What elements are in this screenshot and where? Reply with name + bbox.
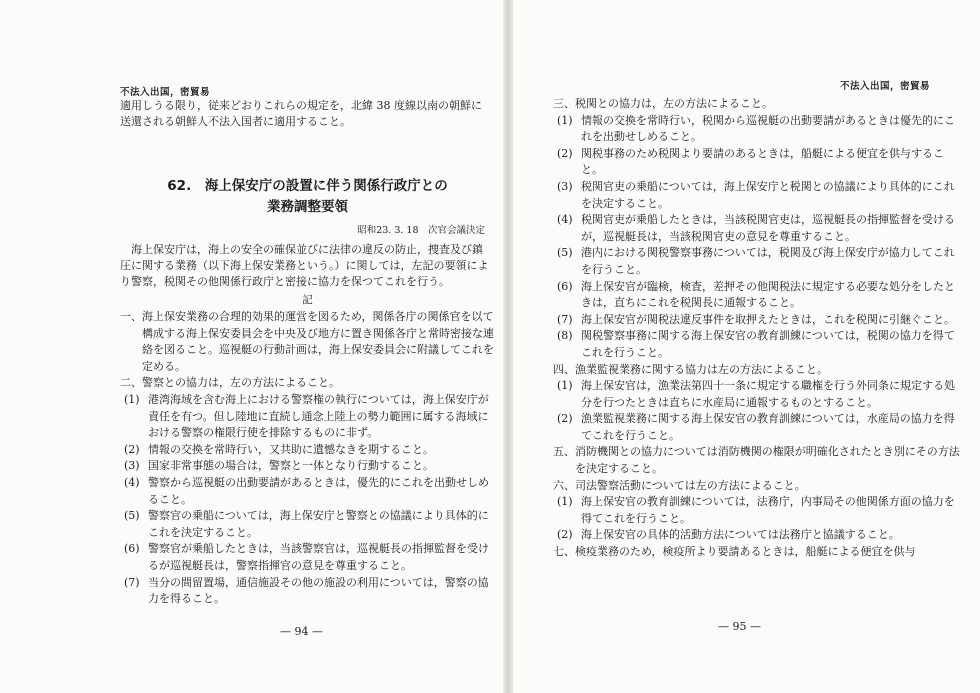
item-marker: (4) xyxy=(124,475,140,489)
item-marker: (7) xyxy=(124,575,140,589)
list-item xyxy=(553,179,963,212)
item-marker: 四、 xyxy=(553,362,575,376)
intro-line-1: 海上保安庁は，海上の安全の確保並びに法律の違反の防止，捜査及び鎮 xyxy=(131,243,483,256)
item-marker: 三、 xyxy=(553,97,575,110)
left-items xyxy=(120,309,495,608)
intro-line-3: り警察，税関その他関係行政庁と密接に協力を保つてこれを行う。 xyxy=(120,275,450,288)
item-marker: (4) xyxy=(557,213,573,227)
list-item xyxy=(553,544,963,561)
list-item xyxy=(553,279,963,312)
item-text: 港内における関税警察事務については，税関及び海上保安庁が協力してこれを行うこと。 xyxy=(581,246,955,276)
list-item xyxy=(553,494,963,527)
item-text: 国家非常事態の場合は，警察と一体となり行動すること。 xyxy=(148,459,434,473)
item-marker: (3) xyxy=(557,179,573,193)
item-marker: 七、 xyxy=(553,545,575,559)
list-item xyxy=(553,478,963,495)
item-text: 検疫業務のため，検疫所より要請あるときは，船艇による便宜を供与 xyxy=(575,545,916,559)
item-marker: (2) xyxy=(124,442,140,456)
item-marker: (6) xyxy=(557,279,573,293)
list-item xyxy=(120,458,495,475)
item-marker: (2) xyxy=(557,412,573,426)
right-items xyxy=(553,96,963,561)
left-page-content xyxy=(120,98,495,608)
item-marker: (5) xyxy=(557,246,573,260)
item-text: 関税警察事務に関する海上保安官の教育訓練については，税関の協力を得てこれを行うこと。 xyxy=(581,329,955,359)
list-item xyxy=(120,508,495,541)
item-marker: (2) xyxy=(557,528,573,542)
section-title: 62. 海上保安庁の設置に伴う関係行政庁との xyxy=(167,178,448,194)
list-item xyxy=(553,113,963,146)
item-text: 情報の交換を常時行い，又共助に遺憾なきを期すること。 xyxy=(148,442,434,456)
item-text: 海上保安官の教育訓練については，法務庁，内事局その他関係方面の協力を得てこれを行うこと。 xyxy=(581,495,955,525)
item-text: 司法警察活動については左の方法によること。 xyxy=(575,478,806,492)
item-text: 情報の交換を常時行い，税関から巡視艇の出動要請があるときは優先的にこれを出動せしめること。 xyxy=(581,113,955,144)
item-marker: (1) xyxy=(557,113,573,127)
item-text: 警察から巡視艇の出動要請があるときは，優先的にこれを出動せしめること。 xyxy=(148,475,489,506)
item-text: 海上保安官が臨検，検査，差押その他関税法に規定する必要な処分をしたときは，直ちにこれを税関長に通報すること。 xyxy=(581,279,955,310)
item-marker: (5) xyxy=(124,509,140,523)
continuation-line-1: 適用しうる限り，従来どおりこれらの規定を，北緯 38 度線以南の朝鮮に xyxy=(120,99,482,112)
item-text: 警察官が乗船したときは，当該警察官は，巡視艇長の指揮監督を受けるが巡視艇長は，警察指揮官の意見を尊重すること。 xyxy=(148,542,489,572)
item-marker: 六、 xyxy=(553,478,575,492)
item-text: 税関官吏の乗船については，海上保安庁と税関との協議により具体的にこれを決定すること。 xyxy=(581,179,955,210)
item-text: 海上保安官は，漁業法第四十一条に規定する職権を行う外同条に規定する処分を行つたときは直ちに水産局に通報するものとすること。 xyxy=(581,379,955,409)
list-item xyxy=(553,245,963,278)
item-marker: (1) xyxy=(557,379,573,393)
list-item xyxy=(120,541,495,574)
list-item xyxy=(553,527,963,544)
list-item xyxy=(120,309,495,375)
section-title-line2: 業務調整要領 xyxy=(267,199,348,215)
item-marker: 二、 xyxy=(120,376,142,390)
list-item xyxy=(553,378,963,411)
running-header-right: 不法入出国，密貿易 xyxy=(839,81,930,92)
book-gutter xyxy=(503,0,513,693)
item-marker: (8) xyxy=(557,329,573,343)
list-item xyxy=(553,212,963,245)
list-item xyxy=(553,146,963,179)
item-marker: (1) xyxy=(124,392,140,406)
item-text: 海上保安官が関税法違反事件を取押えたときは，これを税関に引継ぐこと。 xyxy=(581,312,955,326)
item-marker: 一、 xyxy=(120,310,142,323)
item-text: 漁業監視業務に関する海上保安官の教育訓練については，水産局の協力を得てこれを行うこと。 xyxy=(581,412,955,442)
decision-date: 昭和23. 3. 18 次官会議決定 xyxy=(357,225,485,236)
intro-line-2: 圧に関する業務（以下海上保安業務という。）に関しては，左記の要領によ xyxy=(120,259,489,272)
item-text: 当分の間留置場，通信施設その他の施設の利用については，警察の協力を得ること。 xyxy=(148,575,489,606)
list-item xyxy=(553,328,963,361)
item-marker: (6) xyxy=(124,542,140,556)
item-text: 消防機関との協力については消防機関の権限が明確化されたとき別にその方法を決定すること。 xyxy=(575,445,960,476)
list-item xyxy=(553,444,963,477)
running-header-left: 不法入出国，密貿易 xyxy=(120,87,211,98)
list-item xyxy=(553,411,963,444)
item-text: 税関との協力は，左の方法によること。 xyxy=(575,97,773,110)
continuation-line-2: 送還される朝鮮人不法入国者に適用すること。 xyxy=(120,115,351,128)
list-item xyxy=(120,575,495,608)
item-marker: 五、 xyxy=(553,445,575,459)
item-marker: (7) xyxy=(557,312,573,326)
right-page xyxy=(513,0,980,693)
item-text: 海上保安業務の合理的効果的運営を図るため，関係各庁の関係官を以て構成する海上保安委員会を中央及び地方に置き関係各庁と常時密接な連絡を図ること。巡視艇の行動計画は，海上保安委員会に附議してこれを定める。 xyxy=(142,310,494,373)
item-text: 港湾海域を含む海上における警察権の執行については，海上保安庁が責任を有つ。但し陸地に直続し通念上陸上の勢力範囲に属する海域における警察の権限行使を排除するものに非ず。 xyxy=(148,392,489,440)
item-marker: (3) xyxy=(124,459,140,473)
item-text: 海上保安官の具体的活動方法については法務庁と協議すること。 xyxy=(581,528,900,542)
item-text: 関税事務のため税関より要請のあるときは，船艇による便宜を供与すること。 xyxy=(581,146,944,177)
item-text: 警察との協力は，左の方法によること。 xyxy=(142,376,340,390)
memo-heading: 記 xyxy=(302,294,313,306)
list-item xyxy=(120,375,495,392)
list-item xyxy=(120,475,495,508)
list-item xyxy=(120,392,495,442)
item-text: 警察官の乗船については，海上保安庁と警察との協議により具体的にこれを決定すること。 xyxy=(148,509,489,539)
item-marker: (2) xyxy=(557,146,573,160)
list-item xyxy=(553,312,963,329)
item-text: 税関官吏が乗船したときは，当該税関官吏は，巡視艇長の指揮監督を受けるが，巡視艇長は，当該税関官吏の意見を尊重すること。 xyxy=(581,213,955,243)
item-text: 漁業監視業務に関する協力は左の方法によること。 xyxy=(575,362,828,376)
list-item xyxy=(120,442,495,459)
list-item xyxy=(553,362,963,379)
page-number-left: — 94 — xyxy=(280,625,323,638)
list-item xyxy=(553,96,963,113)
right-page-content xyxy=(553,96,963,561)
page-number-right: — 95 — xyxy=(718,620,761,633)
item-marker: (1) xyxy=(557,495,573,509)
